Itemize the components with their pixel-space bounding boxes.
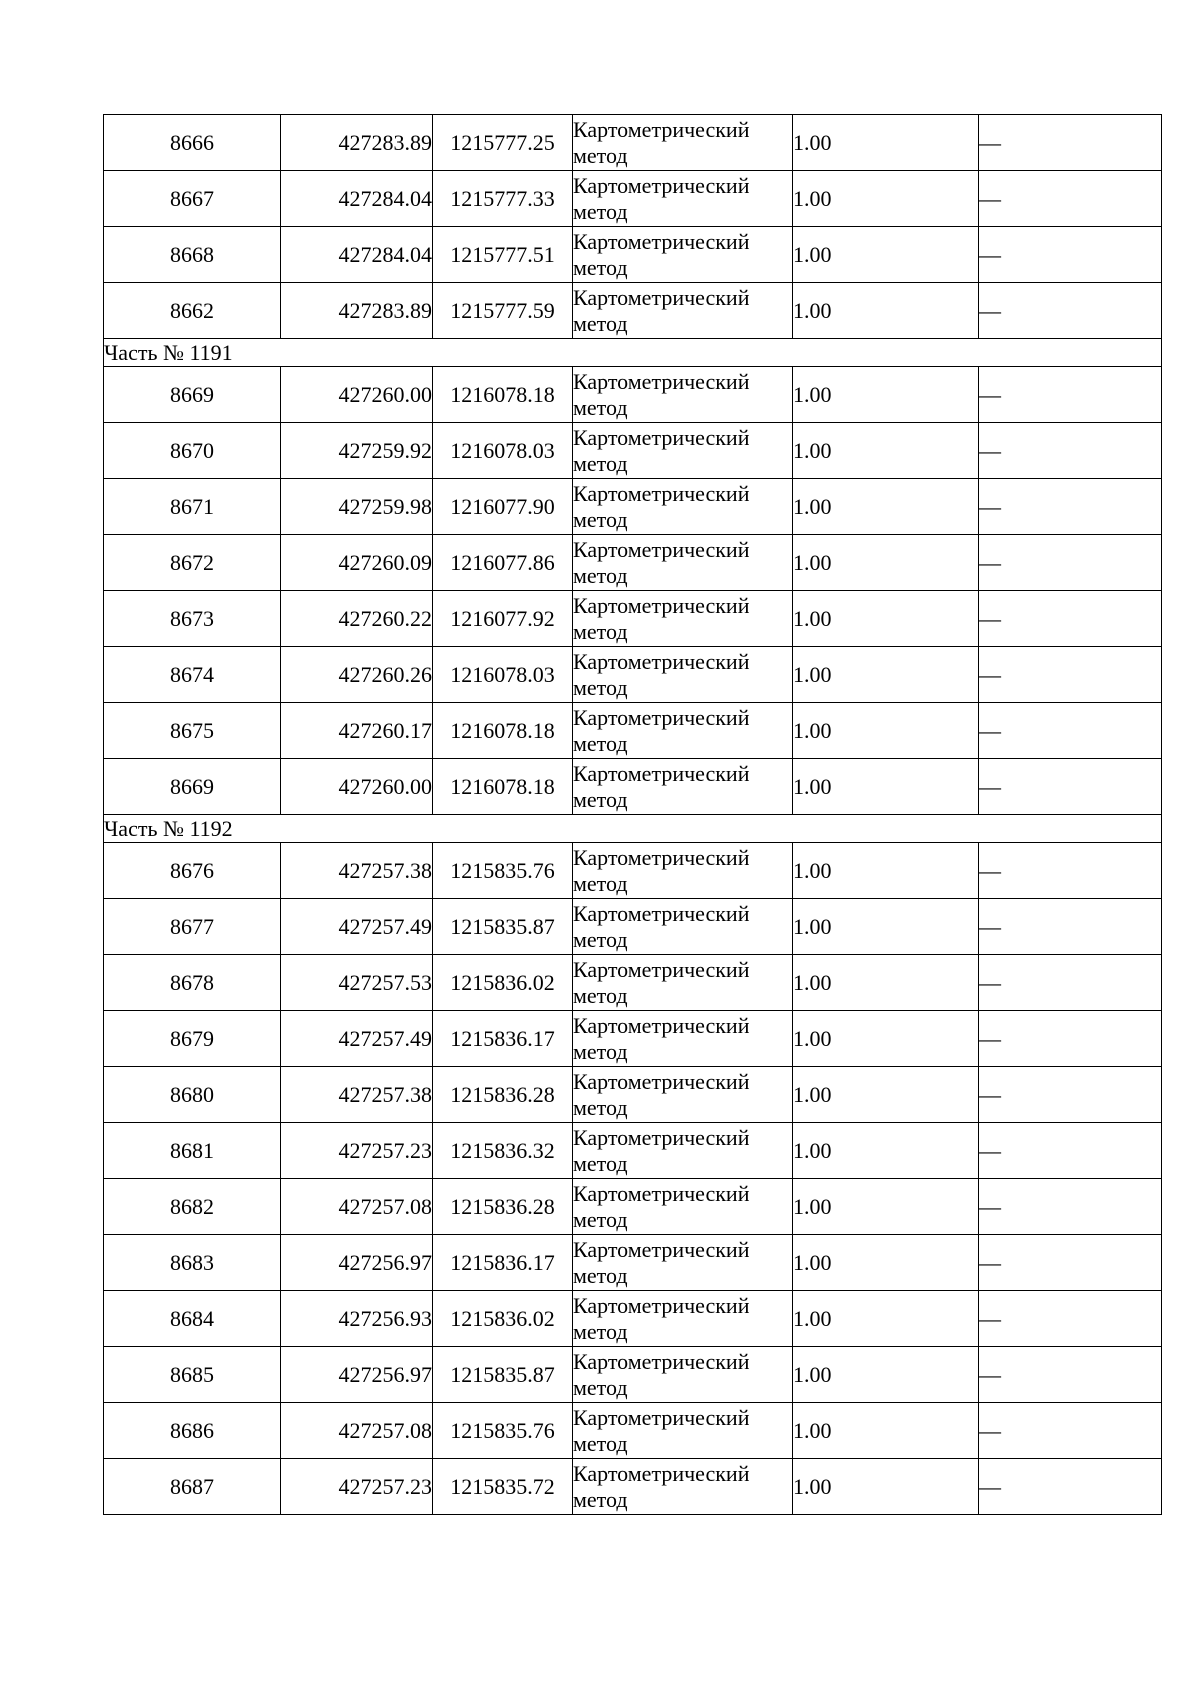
table-row bbox=[104, 283, 1162, 339]
accuracy-cell: 1.00 bbox=[793, 1235, 979, 1291]
accuracy-cell: 1.00 bbox=[793, 899, 979, 955]
description-cell: — bbox=[979, 591, 1162, 647]
point-number-cell: 8666 bbox=[104, 115, 281, 171]
method-cell: Картометрический метод bbox=[573, 1067, 793, 1123]
description-cell: — bbox=[979, 115, 1162, 171]
table-row bbox=[104, 1179, 1162, 1235]
point-number-cell: 8676 bbox=[104, 843, 281, 899]
accuracy-cell: 1.00 bbox=[793, 1403, 979, 1459]
y-coordinate-cell: 1216077.92 bbox=[433, 591, 573, 647]
y-coordinate-cell: 1215836.28 bbox=[433, 1179, 573, 1235]
method-cell: Картометрический метод bbox=[573, 535, 793, 591]
accuracy-cell: 1.00 bbox=[793, 115, 979, 171]
y-coordinate-cell: 1215777.33 bbox=[433, 171, 573, 227]
point-number-cell: 8674 bbox=[104, 647, 281, 703]
accuracy-cell: 1.00 bbox=[793, 171, 979, 227]
description-cell: — bbox=[979, 227, 1162, 283]
description-cell: — bbox=[979, 283, 1162, 339]
accuracy-cell: 1.00 bbox=[793, 1291, 979, 1347]
table-row bbox=[104, 1347, 1162, 1403]
description-cell: — bbox=[979, 367, 1162, 423]
section-header-row bbox=[104, 339, 1162, 367]
description-cell: — bbox=[979, 647, 1162, 703]
table-row bbox=[104, 367, 1162, 423]
x-coordinate-cell: 427256.97 bbox=[281, 1347, 433, 1403]
method-cell: Картометрический метод bbox=[573, 703, 793, 759]
description-cell: — bbox=[979, 1403, 1162, 1459]
x-coordinate-cell: 427260.09 bbox=[281, 535, 433, 591]
table-row bbox=[104, 1123, 1162, 1179]
table-row bbox=[104, 1403, 1162, 1459]
x-coordinate-cell: 427257.38 bbox=[281, 843, 433, 899]
y-coordinate-cell: 1215777.51 bbox=[433, 227, 573, 283]
accuracy-cell: 1.00 bbox=[793, 1459, 979, 1515]
y-coordinate-cell: 1216077.90 bbox=[433, 479, 573, 535]
coordinates-table-body bbox=[104, 115, 1162, 1515]
y-coordinate-cell: 1216078.18 bbox=[433, 367, 573, 423]
x-coordinate-cell: 427257.08 bbox=[281, 1403, 433, 1459]
y-coordinate-cell: 1215777.25 bbox=[433, 115, 573, 171]
section-title: Часть № 1192 bbox=[104, 815, 1162, 843]
y-coordinate-cell: 1215835.76 bbox=[433, 843, 573, 899]
table-row bbox=[104, 423, 1162, 479]
description-cell: — bbox=[979, 1123, 1162, 1179]
table-row bbox=[104, 899, 1162, 955]
method-cell: Картометрический метод bbox=[573, 283, 793, 339]
accuracy-cell: 1.00 bbox=[793, 759, 979, 815]
table-row bbox=[104, 115, 1162, 171]
method-cell: Картометрический метод bbox=[573, 955, 793, 1011]
method-cell: Картометрический метод bbox=[573, 423, 793, 479]
section-header-row bbox=[104, 815, 1162, 843]
description-cell: — bbox=[979, 1067, 1162, 1123]
x-coordinate-cell: 427257.49 bbox=[281, 899, 433, 955]
accuracy-cell: 1.00 bbox=[793, 703, 979, 759]
x-coordinate-cell: 427259.98 bbox=[281, 479, 433, 535]
table-row bbox=[104, 843, 1162, 899]
x-coordinate-cell: 427283.89 bbox=[281, 115, 433, 171]
description-cell: — bbox=[979, 1235, 1162, 1291]
table-row bbox=[104, 703, 1162, 759]
point-number-cell: 8677 bbox=[104, 899, 281, 955]
accuracy-cell: 1.00 bbox=[793, 535, 979, 591]
coordinates-table bbox=[103, 114, 1162, 1515]
method-cell: Картометрический метод bbox=[573, 1459, 793, 1515]
x-coordinate-cell: 427257.38 bbox=[281, 1067, 433, 1123]
y-coordinate-cell: 1216077.86 bbox=[433, 535, 573, 591]
description-cell: — bbox=[979, 1291, 1162, 1347]
method-cell: Картометрический метод bbox=[573, 759, 793, 815]
x-coordinate-cell: 427256.93 bbox=[281, 1291, 433, 1347]
method-cell: Картометрический метод bbox=[573, 1291, 793, 1347]
x-coordinate-cell: 427260.26 bbox=[281, 647, 433, 703]
x-coordinate-cell: 427257.49 bbox=[281, 1011, 433, 1067]
point-number-cell: 8682 bbox=[104, 1179, 281, 1235]
y-coordinate-cell: 1215836.28 bbox=[433, 1067, 573, 1123]
accuracy-cell: 1.00 bbox=[793, 955, 979, 1011]
y-coordinate-cell: 1215777.59 bbox=[433, 283, 573, 339]
x-coordinate-cell: 427260.00 bbox=[281, 759, 433, 815]
description-cell: — bbox=[979, 703, 1162, 759]
y-coordinate-cell: 1215836.02 bbox=[433, 1291, 573, 1347]
y-coordinate-cell: 1216078.18 bbox=[433, 759, 573, 815]
x-coordinate-cell: 427260.17 bbox=[281, 703, 433, 759]
x-coordinate-cell: 427284.04 bbox=[281, 171, 433, 227]
accuracy-cell: 1.00 bbox=[793, 843, 979, 899]
section-title: Часть № 1191 bbox=[104, 339, 1162, 367]
accuracy-cell: 1.00 bbox=[793, 1011, 979, 1067]
accuracy-cell: 1.00 bbox=[793, 647, 979, 703]
x-coordinate-cell: 427260.22 bbox=[281, 591, 433, 647]
table-row bbox=[104, 647, 1162, 703]
table-row bbox=[104, 1011, 1162, 1067]
point-number-cell: 8679 bbox=[104, 1011, 281, 1067]
method-cell: Картометрический метод bbox=[573, 479, 793, 535]
description-cell: — bbox=[979, 955, 1162, 1011]
table-row bbox=[104, 759, 1162, 815]
method-cell: Картометрический метод bbox=[573, 1235, 793, 1291]
table-row bbox=[104, 479, 1162, 535]
description-cell: — bbox=[979, 1011, 1162, 1067]
method-cell: Картометрический метод bbox=[573, 899, 793, 955]
accuracy-cell: 1.00 bbox=[793, 227, 979, 283]
y-coordinate-cell: 1215835.72 bbox=[433, 1459, 573, 1515]
point-number-cell: 8678 bbox=[104, 955, 281, 1011]
method-cell: Картометрический метод bbox=[573, 1179, 793, 1235]
x-coordinate-cell: 427259.92 bbox=[281, 423, 433, 479]
method-cell: Картометрический метод bbox=[573, 1123, 793, 1179]
accuracy-cell: 1.00 bbox=[793, 1347, 979, 1403]
point-number-cell: 8680 bbox=[104, 1067, 281, 1123]
method-cell: Картометрический метод bbox=[573, 1011, 793, 1067]
table-row bbox=[104, 1235, 1162, 1291]
x-coordinate-cell: 427260.00 bbox=[281, 367, 433, 423]
method-cell: Картометрический метод bbox=[573, 227, 793, 283]
description-cell: — bbox=[979, 1347, 1162, 1403]
description-cell: — bbox=[979, 843, 1162, 899]
method-cell: Картометрический метод bbox=[573, 843, 793, 899]
point-number-cell: 8662 bbox=[104, 283, 281, 339]
point-number-cell: 8669 bbox=[104, 367, 281, 423]
point-number-cell: 8686 bbox=[104, 1403, 281, 1459]
table-row bbox=[104, 1291, 1162, 1347]
x-coordinate-cell: 427256.97 bbox=[281, 1235, 433, 1291]
point-number-cell: 8685 bbox=[104, 1347, 281, 1403]
method-cell: Картометрический метод bbox=[573, 115, 793, 171]
accuracy-cell: 1.00 bbox=[793, 1067, 979, 1123]
table-row bbox=[104, 171, 1162, 227]
table-row bbox=[104, 227, 1162, 283]
point-number-cell: 8684 bbox=[104, 1291, 281, 1347]
y-coordinate-cell: 1215835.76 bbox=[433, 1403, 573, 1459]
table-row bbox=[104, 591, 1162, 647]
point-number-cell: 8683 bbox=[104, 1235, 281, 1291]
y-coordinate-cell: 1216078.03 bbox=[433, 647, 573, 703]
accuracy-cell: 1.00 bbox=[793, 423, 979, 479]
x-coordinate-cell: 427257.53 bbox=[281, 955, 433, 1011]
point-number-cell: 8687 bbox=[104, 1459, 281, 1515]
x-coordinate-cell: 427283.89 bbox=[281, 283, 433, 339]
description-cell: — bbox=[979, 1459, 1162, 1515]
x-coordinate-cell: 427257.08 bbox=[281, 1179, 433, 1235]
table-row bbox=[104, 1459, 1162, 1515]
method-cell: Картометрический метод bbox=[573, 647, 793, 703]
y-coordinate-cell: 1215836.17 bbox=[433, 1235, 573, 1291]
description-cell: — bbox=[979, 535, 1162, 591]
point-number-cell: 8675 bbox=[104, 703, 281, 759]
description-cell: — bbox=[979, 899, 1162, 955]
point-number-cell: 8670 bbox=[104, 423, 281, 479]
x-coordinate-cell: 427257.23 bbox=[281, 1123, 433, 1179]
y-coordinate-cell: 1215836.17 bbox=[433, 1011, 573, 1067]
method-cell: Картометрический метод bbox=[573, 591, 793, 647]
point-number-cell: 8669 bbox=[104, 759, 281, 815]
description-cell: — bbox=[979, 759, 1162, 815]
point-number-cell: 8681 bbox=[104, 1123, 281, 1179]
description-cell: — bbox=[979, 171, 1162, 227]
point-number-cell: 8671 bbox=[104, 479, 281, 535]
y-coordinate-cell: 1216078.18 bbox=[433, 703, 573, 759]
y-coordinate-cell: 1215835.87 bbox=[433, 899, 573, 955]
accuracy-cell: 1.00 bbox=[793, 591, 979, 647]
description-cell: — bbox=[979, 479, 1162, 535]
y-coordinate-cell: 1216078.03 bbox=[433, 423, 573, 479]
method-cell: Картометрический метод bbox=[573, 1347, 793, 1403]
method-cell: Картометрический метод bbox=[573, 1403, 793, 1459]
description-cell: — bbox=[979, 423, 1162, 479]
point-number-cell: 8672 bbox=[104, 535, 281, 591]
accuracy-cell: 1.00 bbox=[793, 367, 979, 423]
table-row bbox=[104, 1067, 1162, 1123]
accuracy-cell: 1.00 bbox=[793, 1179, 979, 1235]
x-coordinate-cell: 427257.23 bbox=[281, 1459, 433, 1515]
table-row bbox=[104, 955, 1162, 1011]
accuracy-cell: 1.00 bbox=[793, 479, 979, 535]
accuracy-cell: 1.00 bbox=[793, 1123, 979, 1179]
description-cell: — bbox=[979, 1179, 1162, 1235]
y-coordinate-cell: 1215836.32 bbox=[433, 1123, 573, 1179]
method-cell: Картометрический метод bbox=[573, 367, 793, 423]
method-cell: Картометрический метод bbox=[573, 171, 793, 227]
accuracy-cell: 1.00 bbox=[793, 283, 979, 339]
point-number-cell: 8667 bbox=[104, 171, 281, 227]
point-number-cell: 8668 bbox=[104, 227, 281, 283]
table-row bbox=[104, 535, 1162, 591]
point-number-cell: 8673 bbox=[104, 591, 281, 647]
y-coordinate-cell: 1215836.02 bbox=[433, 955, 573, 1011]
y-coordinate-cell: 1215835.87 bbox=[433, 1347, 573, 1403]
x-coordinate-cell: 427284.04 bbox=[281, 227, 433, 283]
